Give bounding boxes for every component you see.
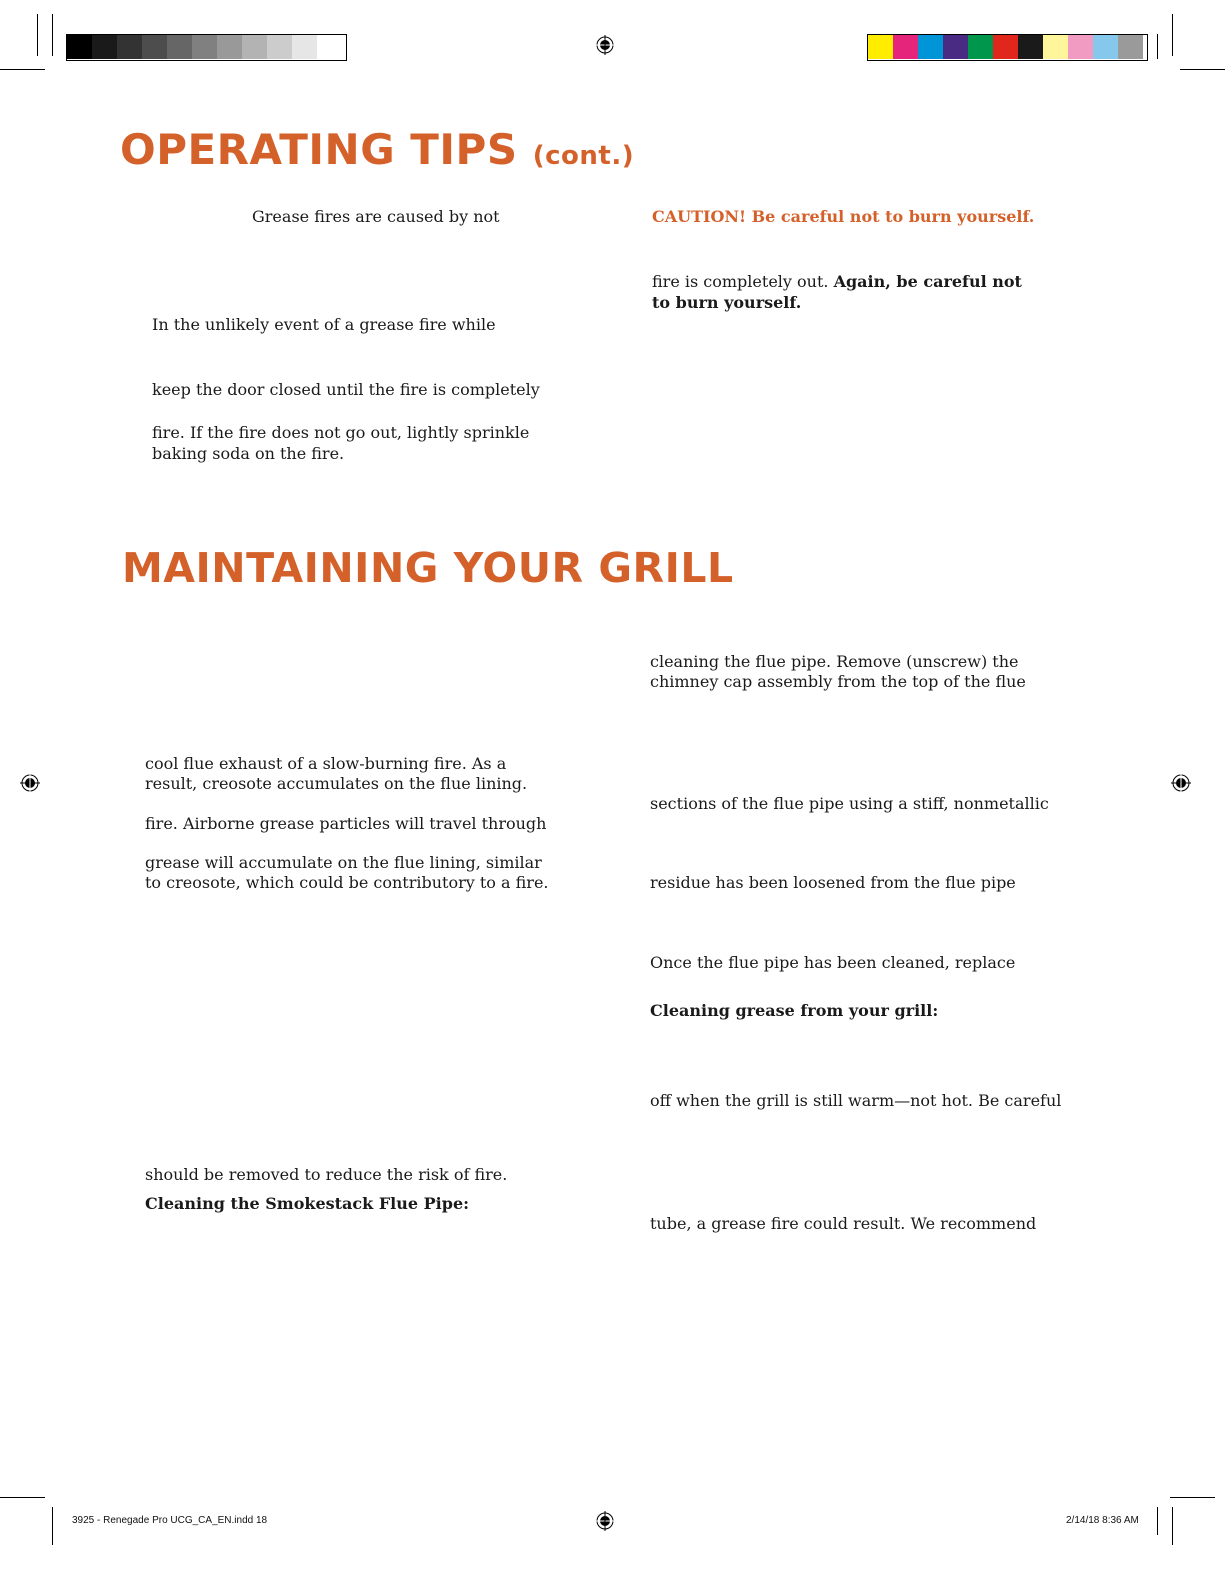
color-swatch (67, 35, 92, 59)
color-swatch (1093, 35, 1118, 59)
crop-mark (0, 1497, 45, 1498)
subheading: Cleaning the Smokestack Flue Pipe: (145, 1194, 470, 1213)
crop-mark (1170, 1497, 1215, 1498)
paragraph: Once the flue pipe has been cleaned, replace (650, 953, 1016, 972)
color-swatch (217, 35, 242, 59)
paragraph: result, creosote accumulates on the flue lining. (145, 774, 528, 793)
paragraph: fire. Airborne grease particles will travel through (145, 814, 547, 833)
color-swatch (993, 35, 1018, 59)
color-swatch (1118, 35, 1143, 59)
paragraph: sections of the flue pipe using a stiff, nonmetallic (650, 794, 1049, 813)
paragraph: off when the grill is still warm—not hot. Be careful (650, 1091, 1062, 1110)
color-swatch (167, 35, 192, 59)
section-title-operating-tips (120, 124, 634, 182)
crop-mark (1180, 69, 1225, 70)
footer-file-slug: 3925 - Renegade Pro UCG_CA_EN.indd 18 (72, 1515, 268, 1526)
color-swatch (1043, 35, 1068, 59)
paragraph (652, 271, 1022, 292)
color-swatch (1068, 35, 1093, 59)
caution-text: CAUTION! Be careful not to burn yourself. (652, 207, 1035, 226)
paragraph: should be removed to reduce the risk of fire. (145, 1165, 508, 1184)
color-swatch (92, 35, 117, 59)
color-swatch (943, 35, 968, 59)
color-swatch (918, 35, 943, 59)
crop-mark (37, 14, 38, 56)
crop-mark (52, 1507, 53, 1545)
color-swatch (142, 35, 167, 59)
paragraph: chimney cap assembly from the top of the flue (650, 672, 1026, 691)
crop-mark (1172, 1507, 1173, 1545)
title-suffix: (cont.) (532, 141, 635, 171)
crop-mark (52, 14, 53, 56)
color-swatch (868, 35, 893, 59)
color-swatch (1018, 35, 1043, 59)
crop-mark (0, 69, 45, 70)
paragraph: fire. If the fire does not go out, lightly sprinkle (152, 423, 530, 442)
color-swatch (893, 35, 918, 59)
paragraph: In the unlikely event of a grease fire while (152, 315, 496, 334)
color-swatch (242, 35, 267, 59)
crop-mark (1172, 14, 1173, 56)
crop-mark (1157, 1507, 1158, 1535)
footer-date-slug: 2/14/18 8:36 AM (1066, 1515, 1139, 1526)
paragraph: tube, a grease fire could result. We recommend (650, 1214, 1037, 1233)
warning-text: Again, be careful not (833, 272, 1022, 291)
section-title-maintaining: MAINTAINING YOUR GRILL (122, 544, 734, 592)
paragraph: baking soda on the fire. (152, 444, 345, 463)
color-swatch (117, 35, 142, 59)
paragraph: keep the door closed until the fire is completely (152, 380, 540, 399)
paragraph: grease will accumulate on the flue lining, similar (145, 853, 542, 872)
registration-mark-icon (20, 773, 40, 793)
page-title: OPERATING TIPS (120, 125, 518, 174)
paragraph-text: fire is completely out. (652, 272, 829, 291)
registration-mark-icon (595, 35, 615, 55)
registration-mark-icon (595, 1511, 615, 1531)
color-swatch (968, 35, 993, 59)
color-swatch (192, 35, 217, 59)
paragraph: cleaning the flue pipe. Remove (unscrew) the (650, 652, 1019, 671)
color-swatch (267, 35, 292, 59)
color-swatch (292, 35, 317, 59)
registration-mark-icon (1171, 773, 1191, 793)
paragraph: residue has been loosened from the flue pipe (650, 873, 1016, 892)
crop-mark (1157, 34, 1158, 59)
color-swatch (317, 35, 342, 59)
warning-text: to burn yourself. (652, 293, 802, 312)
subheading: Cleaning grease from your grill: (650, 1001, 939, 1020)
paragraph: cool flue exhaust of a slow-burning fire. As a (145, 754, 507, 773)
paragraph: Grease fires are caused by not (252, 207, 500, 226)
paragraph: to creosote, which could be contributory to a fire. (145, 873, 549, 892)
